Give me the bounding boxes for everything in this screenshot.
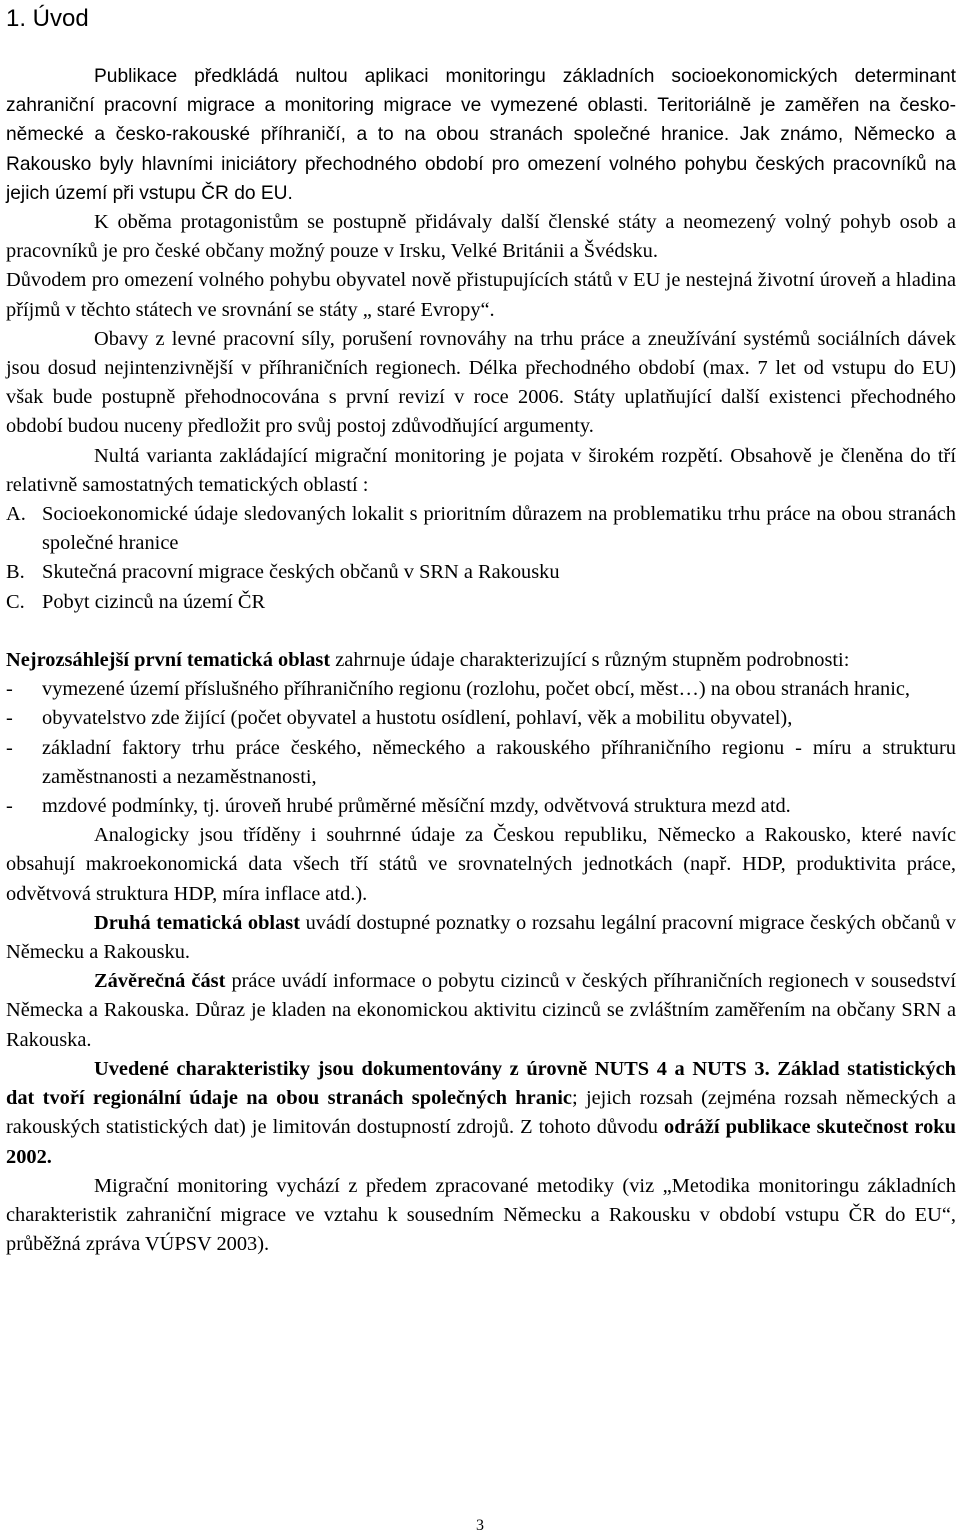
bullet-text: obyvatelstvo zde žijící (počet obyvatel a hustotu osídlení, pohlaví, věk a mobilitu obyvatel), bbox=[42, 707, 793, 730]
nuts-bold-1: Uvedené charakteristiky jsou dokumentovány z úrovně NUTS 4 a NUTS 3. Základ statistických dat tvoří regionální údaje na obou stranách společných hranic bbox=[6, 1057, 956, 1110]
intro-sentence-2: Jak známo, Německo a Rakousko byly hlavními iniciátory přechodného období pro omezení volného pohybu českých pracovníků na jejich území při vstupu ČR do EU. bbox=[6, 124, 956, 204]
second-area-text: uvádí dostupné poznatky o rozsahu legální pracovní migrace českých občanů v Německu a Rakousku. bbox=[6, 911, 956, 964]
body-text bbox=[6, 62, 956, 1259]
bullet-text: vymezené území příslušného příhraničního regionu (rozlohu, počet obcí, měst…) na obou stranách hranic, bbox=[42, 678, 911, 701]
fears-paragraph bbox=[6, 325, 956, 442]
second-area-title: Druhá tematická oblast bbox=[94, 911, 301, 934]
nuts-text: ; jejich rozsah (zejména rozsah německých a rakouských statistických dat) je limitován dostupností zdrojů. Z tohoto důvodu bbox=[6, 1087, 956, 1139]
first-area-text: zahrnuje údaje charakterizující s různým stupněm podrobnosti: bbox=[330, 649, 850, 672]
nuts-paragraph bbox=[6, 1055, 956, 1172]
area-item-b bbox=[6, 558, 956, 587]
area-marker: B. bbox=[6, 561, 25, 584]
analog-paragraph: Analogicky jsou tříděny i souhrnné údaje za Českou republiku, Německo a Rakousko, které navíc obsahují makroekonomická data všech tří států ve srovnatelných jednotkách (např. HDP, produktivita práce, odvětvová struktura HDP, míra inflace atd.). bbox=[6, 824, 956, 905]
second-area-paragraph bbox=[6, 909, 956, 967]
fears-sentence-1: Obavy z levné pracovní síly, porušení rovnováhy na trhu práce a zneužívání systémů sociálních dávek jsou dosud nejintenzivnější v příhraničních regionech. bbox=[6, 327, 956, 380]
area-text: Pobyt cizinců na území ČR bbox=[42, 590, 266, 613]
bullet-marker: - bbox=[6, 795, 13, 818]
bullet-item bbox=[6, 704, 956, 733]
first-area-paragraph bbox=[6, 646, 956, 675]
intro-sentence-1: Publikace předkládá nultou aplikaci monitoringu základních socioekonomických determinant zahraniční pracovní migrace a monitoring migrace ve vymezené oblasti. Teritoriálně je zaměřen na česko-německé a česko-rakouské příhraničí, a to na obou stranách společné hranice. bbox=[6, 66, 956, 146]
area-item-a bbox=[6, 500, 956, 558]
final-part-paragraph bbox=[6, 967, 956, 1055]
fears-sentence-4: Státy uplatňující další existenci přechodného období budou nuceny předložit pro svůj postoj zdůvodňující argumenty. bbox=[6, 386, 956, 438]
page-number: 3 bbox=[476, 1517, 484, 1534]
spacer bbox=[6, 617, 956, 646]
reasons-paragraph: Důvodem pro omezení volného pohybu obyvatel nově přistupujících států v EU je nestejná životní úroveň a hladina příjmů v těchto státech ve srovnání se státy „ staré Evropy“. bbox=[6, 269, 956, 321]
method-paragraph: Migrační monitoring vychází z předem zpracované metodiky (viz „Metodika monitoringu základních charakteristik zahraniční migrace ve vztahu k sousedním Německu a Rakousku v období vstupu ČR do EU“, průběžná zpráva VÚPSV 2003). bbox=[6, 1174, 956, 1256]
final-part-text: práce uvádí informace o pobytu cizinců v českých příhraničních regionech v sousedství Německa a Rakouska. Důraz je kladen na ekonomickou aktivitu cizinců se zvláštním zaměřením na občany SRN a Rakouska. bbox=[6, 970, 956, 1051]
bullet-marker: - bbox=[6, 678, 13, 701]
bullet-marker: - bbox=[6, 736, 13, 759]
bullet-text: základní faktory trhu práce českého, německého a rakouského příhraničního regionu - míru a strukturu zaměstnanosti a nezaměstnanosti, bbox=[42, 736, 956, 788]
final-part-title: Závěrečná část bbox=[94, 970, 226, 993]
area-marker: C. bbox=[6, 590, 25, 613]
nuts-bold-2: odráží publikace skutečnost roku 2002. bbox=[6, 1116, 956, 1168]
bullet-item bbox=[6, 675, 956, 704]
area-item-c bbox=[6, 588, 956, 617]
fears-sentence-3: 7 let od vstupu do EU) však bude postupně přehodnocována s první revizí v roce 2006. bbox=[6, 357, 956, 409]
bullet-marker: - bbox=[6, 707, 13, 730]
bullet-item bbox=[6, 734, 956, 792]
area-text: Skutečná pracovní migrace českých občanů v SRN a Rakousku bbox=[42, 561, 560, 584]
section-heading: 1. Úvod bbox=[6, 5, 89, 32]
variant-paragraph: Nultá varianta zakládající migrační monitoring je pojata v širokém rozpětí. Obsahově je členěna do tří relativně samostatných tematických oblastí : bbox=[6, 444, 956, 496]
protagonists-paragraph: K oběma protagonistům se postupně přidávaly další členské státy a neomezený volný pohyb osob a pracovníků je pro české občany možný pouze v Irsku, Velké Británii a Švédsku. bbox=[6, 211, 956, 263]
fears-sentence-2: Délka přechodného období (max. bbox=[461, 357, 750, 380]
first-area-title: Nejrozsáhlejší první tematická oblast bbox=[6, 649, 331, 672]
area-text: Socioekonomické údaje sledovaných lokalit s prioritním důrazem na problematiku trhu práce na obou stranách společné hranice bbox=[42, 503, 956, 555]
bullet-text: mzdové podmínky, tj. úroveň hrubé průměrné měsíční mzdy, odvětvová struktura mezd atd. bbox=[42, 795, 791, 818]
bullet-item bbox=[6, 792, 956, 821]
intro-paragraph bbox=[6, 62, 956, 208]
area-marker: A. bbox=[6, 503, 26, 526]
